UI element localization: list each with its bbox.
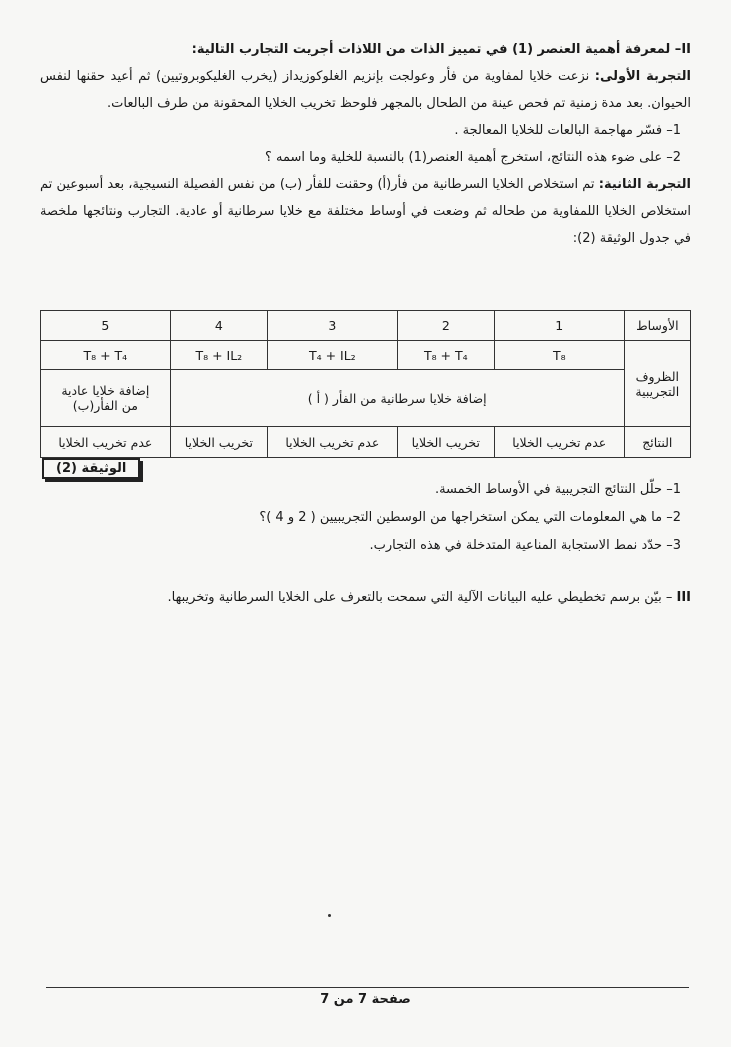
media-1: 1: [494, 311, 624, 341]
experiment-2-text: تم استخلاص الخلايا السرطانية من فأر(أ) وحقنت للفأر (ب) من نفس الفصيلة النسيجية، بعد أسبوعين تم استخلاص الخلايا اللمفاوية من طحاله ثم وضعت في أوساط مختلفة مع خلايا سرطانية أو عادية. التجارب ونتائجها ملخصة في جدول الوثيقة (2):: [40, 177, 691, 246]
condition-3: T₄ + IL₂: [267, 341, 397, 370]
document-2-questions: [40, 476, 691, 560]
experiment-1-text: نزعت خلايا لمفاوية من فأر وعولجت بإنزيم الغلوكوزيداز (يخرب الغليكوبروتيين) ثم أعيد حقنها لنفس الحيوان. بعد مدة زمنية تم فحص عينة من الطحال بالمجهر فلوحظ تخريب الخلايا المحقونة من طرف البالعات.: [40, 69, 691, 111]
conditions-header: [624, 341, 690, 427]
result-2: تخريب الخلايا: [397, 427, 494, 458]
experiment-2-paragraph: [40, 171, 691, 252]
media-5: 5: [41, 311, 171, 341]
question-2: 2– على ضوء هذه النتائج، استخرج أهمية العنصر(1) بالنسبة للخلية وما اسمه ؟: [264, 150, 681, 165]
result-4: تخريب الخلايا: [170, 427, 267, 458]
question-1: 1– فسّر مهاجمة البالعات للخلايا المعالجة .: [454, 123, 681, 138]
result-3: عدم تخريب الخلايا: [267, 427, 397, 458]
section-2-text: [40, 36, 691, 252]
table-row-results: [41, 427, 691, 458]
result-1: عدم تخريب الخلايا: [494, 427, 624, 458]
analysis-question-3: 3– حدّد نمط الاستجابة المناعية المتدخلة في هذه التجارب.: [369, 538, 681, 553]
media-4: 4: [170, 311, 267, 341]
section-2-intro: II– لمعرفة أهمية العنصر (1) في تمييز الذات من اللاذات أجريت التجارب التالية:: [191, 42, 691, 57]
section-3: [40, 584, 691, 612]
results-header: النتائج: [624, 427, 690, 458]
analysis-question-2: 2– ما هي المعلومات التي يمكن استخراجها من الوسطين التجريبيين ( 2 و 4 )؟: [259, 510, 681, 525]
media-2: 2: [397, 311, 494, 341]
page-number: صفحة 7 من 7: [320, 992, 411, 1007]
added-cells-mouse-a: إضافة خلايا سرطانية من الفأر ( أ ): [170, 370, 624, 427]
analysis-question-1: 1– حلّل النتائج التجريبية في الأوساط الخمسة.: [434, 482, 681, 497]
result-5: عدم تخريب الخلايا: [41, 427, 171, 458]
table-row-conditions: [41, 341, 691, 370]
document-2-table: [40, 310, 691, 458]
added-cells-mouse-b: [41, 370, 171, 427]
table-row-added-cells: [41, 370, 691, 427]
experiment-1-title: التجربة الأولى:: [594, 69, 691, 84]
added-cells-b-line-2: من الفأر(ب): [72, 398, 138, 413]
condition-5: T₈ + T₄: [41, 341, 171, 370]
speck-mark: [328, 914, 331, 917]
added-cells-b-line-1: إضافة خلايا عادية: [61, 383, 150, 398]
experiment-1-paragraph: [40, 63, 691, 117]
section-3-text: – بيّن برسم تخطيطي عليه البيانات الآلية التي سمحت بالتعرف على الخلايا السرطانية وتخريبها.: [167, 590, 677, 605]
conditions-label-2: التجريبية: [635, 383, 680, 399]
condition-2: T₈ + T₄: [397, 341, 494, 370]
condition-4: T₈ + IL₂: [170, 341, 267, 370]
footer-divider: [46, 987, 689, 988]
document-2-label: الوثيقة (2): [42, 458, 140, 479]
table-row-media: [41, 311, 691, 341]
section-3-label: III: [676, 590, 691, 605]
media-3: 3: [267, 311, 397, 341]
conditions-label-1: الظروف: [635, 368, 680, 384]
media-header: الأوساط: [624, 311, 690, 341]
experiment-2-title: التجربة الثانية:: [598, 177, 692, 192]
condition-1: T₈: [494, 341, 624, 370]
